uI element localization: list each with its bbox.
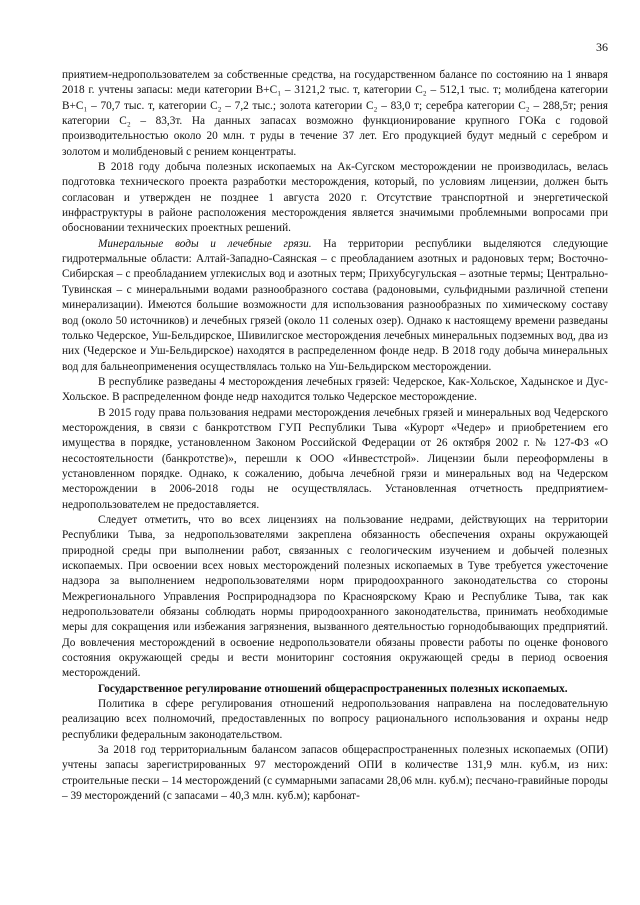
paragraph-balance-2018: За 2018 год территориальным балансом запасов общераспространенных полезных ископаемых (ОПИ) учтены запасы зарегистрированных 97 месторождений ОПИ в количестве 131,9 млн. куб.м, из них: строительные пески – 14 месторождений (с суммарными запасами 28,06 млн. куб.м); песчано-гравийные породы – 39 месторождений (с запасами – 40,3 млн. куб.м); карбонат- xyxy=(62,744,608,803)
paragraph-ak-sug: В 2018 году добыча полезных ископаемых на Ак-Сугском месторождении не производилась, велась подготовка технического проекта разработки месторождения, который, по условиям лицензии, должен быть согласован и утвержден не позднее 1 августа 2020 г. Отсутствие транспортной и энергетической инфраструктуры в районе расположения месторождения является значимыми проблемными вопросами при обосновании технических проектных решений. xyxy=(62,161,608,235)
page-number: 36 xyxy=(596,40,608,54)
paragraph-mineral-waters xyxy=(62,237,608,375)
paragraph-continuation: приятием-недропользователем за собственные средства, на государственном балансе по состоянию на 1 января 2018 г. учтены запасы: меди категории В+С₁ – 3121,2 тыс. т, категории С₂ – 512,1 тыс. т; молибдена категории В+С₁ – 70,7 тыс. т, категории С₂ – 7,2 тыс.; золота категории С₂ – 83,0 т; серебра категории С₂ – 288,5т; рения категории С₂ – 83,3т. На данных запасах возможно функционирование крупного ГОКа с годовой производительностью около 20 млн. т руды в течение 37 лет. Его продукцией будут медный с серебром и золотом и молибденовый с рением концентраты. xyxy=(62,69,608,158)
paragraph-lead-italic: Минеральные воды и лечебные грязи. xyxy=(98,237,312,250)
paragraph-body: На территории республики выделяются следующие гидротермальные области: Алтай-Западно-Саянская – с преобладанием азотных и радоновых терм; Восточно-Сибирская – с преобладанием углекислых вод и азотных терм; Прихубсугульская – азотные термы; Центрально-Тувинская – с минеральными водами разнообразного состава (радоновыми, сульфидными различной степени минерализации). Имеются большие возможности для использования разнообразных по химическому составу вод (около 50 источников) и лечебных грязей (около 11 соленых озер). Однако к настоящему времени разведаны только Чедерское, Уш-Бельдирское, Шивилигское месторождения лечебных минеральных подземных вод, два из них (Чедерское и Уш-Бельдирское) находятся в распределенном фонде недр. В 2018 году добыча минеральных вод для бальнеоприменения осуществлялась только на Уш-Бельдирском месторождении. xyxy=(62,237,608,373)
section-heading: Государственное регулирование отношений общераспространенных полезных ископаемых. xyxy=(98,682,568,695)
document-body xyxy=(62,68,608,805)
paragraph-cheder-2015: В 2015 году права пользования недрами месторождения лечебных грязей и минеральных вод Чедерского месторождения, в связи с банкротством ГУП Республики Тыва «Курорт «Чедер» и приобретением его имущества в порядке, установленном Законом Российской Федерации от 26 октября 2002 г. № 127-ФЗ «О несостоятельности (банкротстве)», перешли к ООО «Инвестстрой». Лицензии были переоформлены в установленном порядке. Однако, к сожалению, добыча лечебной грязи и минеральных вод на Чедерском месторождении в 2006-2018 годы не осуществлялась. Установленная отчетность предприятием-недропользователем не предоставляется. xyxy=(62,406,608,511)
paragraph-licenses-environment: Следует отметить, что во всех лицензиях на пользование недрами, действующих на территории Республики Тыва, за недропользователями закреплена обязанность обеспечения охраны окружающей природной среды при выполнении работ, связанных с геологическим изучением и добычей полезных ископаемых. При освоении всех новых месторождений полезных ископаемых в Туве требуется ужесточение надзора за выполнением недропользователями норм природоохранного законодательства со стороны Межрегионального Управления Росприроднадзора по Красноярскому Краю и Республике Тыва, так как недропользователи обязаны соблюдать нормы природоохранного законодательства, принимать необходимые меры для сокращения или избежания загрязнения, вызванного деятельностью горнодобывающих предприятий. До вовлечения месторождений в освоение недропользователи обязаны провести работы по оценке фонового состояния окружающей среды и вести мониторинг состояния окружающей среды в период освоения месторождений. xyxy=(62,513,608,680)
paragraph-mud-deposits: В республике разведаны 4 месторождения лечебных грязей: Чедерское, Как-Хольское, Хадынское и Дус-Хольское. В распределенном фонде недр находится только Чедерское месторождение. xyxy=(62,375,608,404)
paragraph-policy: Политика в сфере регулирования отношений недропользования направлена на последовательную реализацию всех полномочий, предоставленных по вопросу рационального использования и охраны недр республики федеральным законодательством. xyxy=(62,698,608,741)
